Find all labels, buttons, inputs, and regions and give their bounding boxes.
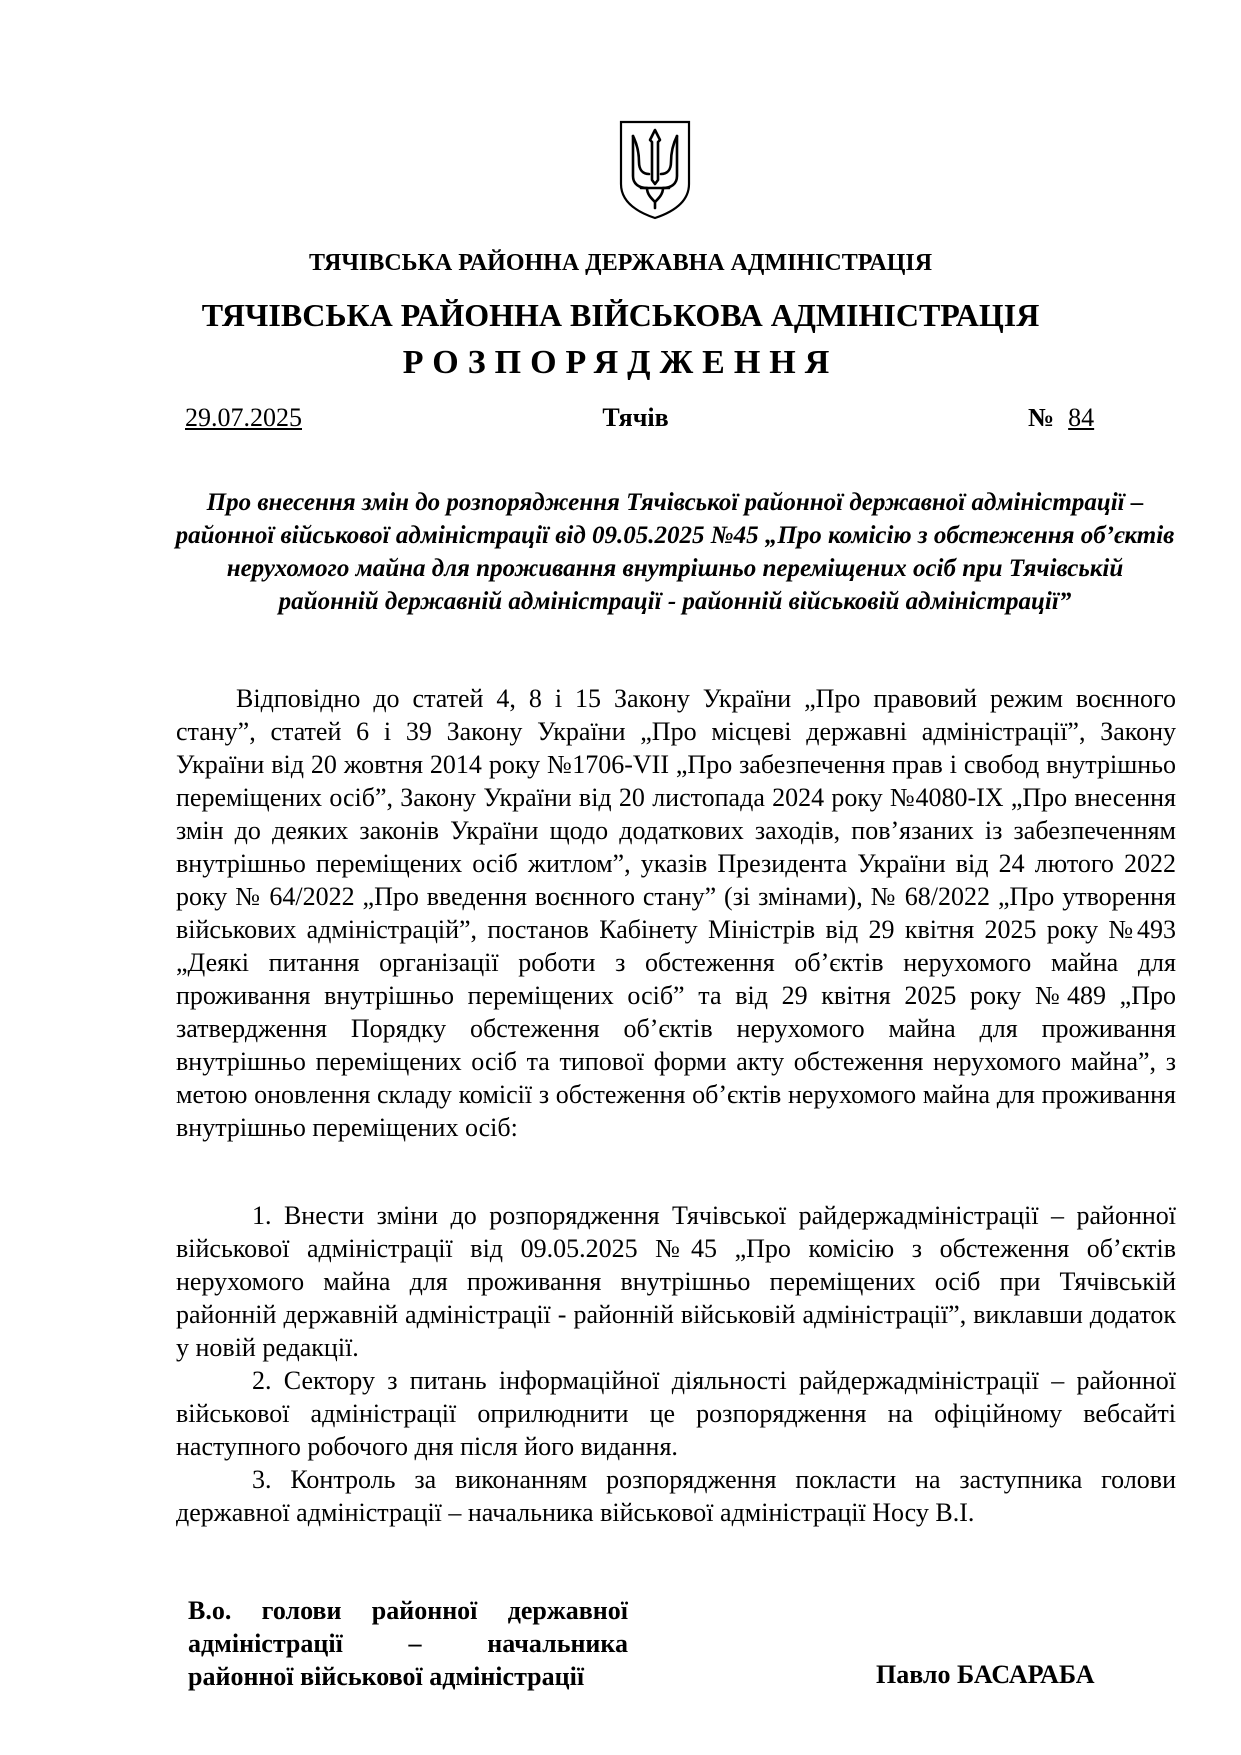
- number-sign: №: [1028, 403, 1055, 432]
- document-type-title: РОЗПОРЯДЖЕННЯ: [402, 344, 839, 381]
- document-number: [1028, 403, 1094, 433]
- order-item-2: 2. Сектору з питань інформаційної діяльності райдержадміністрації – районної військової адміністрації оприлюднити це розпорядження на офіційному вебсайті наступного робочого дня після його видання.: [176, 1366, 1176, 1461]
- document-date: 29.07.2025: [185, 403, 302, 432]
- number-value: 84: [1068, 403, 1095, 432]
- trident-coat-of-arms-icon: [617, 118, 693, 220]
- organization-name-military: ТЯЧІВСЬКА РАЙОННА ВІЙСЬКОВА АДМІНІСТРАЦІЯ: [201, 297, 1040, 333]
- organization-name-state: ТЯЧІВСЬКА РАЙОННА ДЕРЖАВНА АДМІНІСТРАЦІЯ: [308, 250, 933, 276]
- document-subject: Про внесення змін до розпорядження Тячівської районної державної адміністрації – районної військової адміністрації від 09.05.2025 №45 „Про комісію з обстеження об’єктів нерухомого майна для проживання внутрішньо переміщених осіб при Тячівській районній державній адміністрації - районній військовій адміністрації”: [175, 489, 1175, 615]
- order-item-1: 1. Внести зміни до розпорядження Тячівської райдержадміністрації – районної військової адміністрації від 09.05.2025 №45 „Про комісію з обстеження об’єктів нерухомого майна для проживання внутрішньо переміщених осіб при Тячівській районній державній адміністрації - районній військовій адміністрації”, виклавши додаток у новій редакції.: [176, 1201, 1176, 1362]
- signatory-position: [188, 1594, 628, 1693]
- preamble-paragraph: Відповідно до статей 4, 8 і 15 Закону України „Про правовий режим воєнного стану”, статей 6 і 39 Закону України „Про місцеві державні адміністрації”, Закону України від 20 жовтня 2014 року №1706-VII „Про забезпечення прав і свобод внутрішньо переміщених осіб”, Закону України від 20 листопада 2024 року №4080-IX „Про внесення змін до деяких законів України щодо додаткових заходів, пов’язаних із забезпеченням внутрішньо переміщених осіб житлом”, указів Президента України від 24 лютого 2022 року № 64/2022 „Про введення воєнного стану” (зі змінами), № 68/2022 „Про утворення військових адміністрацій”, постанов Кабінету Міністрів від 29 квітня 2025 року №493 „Деякі питання організації роботи з обстеження об’єктів нерухомого майна для проживання внутрішньо переміщених осіб” та від 29 квітня 2025 року №489 „Про затвердження Порядку обстеження об’єктів нерухомого майна для проживання внутрішньо переміщених осіб та типової форми акту обстеження нерухомого майна”, з метою оновлення складу комісії з обстеження об’єктів нерухомого майна для проживання внутрішньо переміщених осіб:: [176, 684, 1176, 1142]
- signatory-position-line-3: районної військової адміністрації: [188, 1662, 585, 1691]
- order-item-3: 3. Контроль за виконанням розпорядження покласти на заступника голови державної адміністрації – начальника військової адміністрації Носу В.І.: [176, 1465, 1176, 1527]
- signatory-position-line-2: адміністрації – начальника: [188, 1629, 628, 1658]
- signatory-name: Павло БАСАРАБА: [876, 1660, 1095, 1689]
- signatory-position-line-1: В.о. голови районної державної: [188, 1596, 628, 1625]
- document-place: Тячів: [602, 403, 669, 432]
